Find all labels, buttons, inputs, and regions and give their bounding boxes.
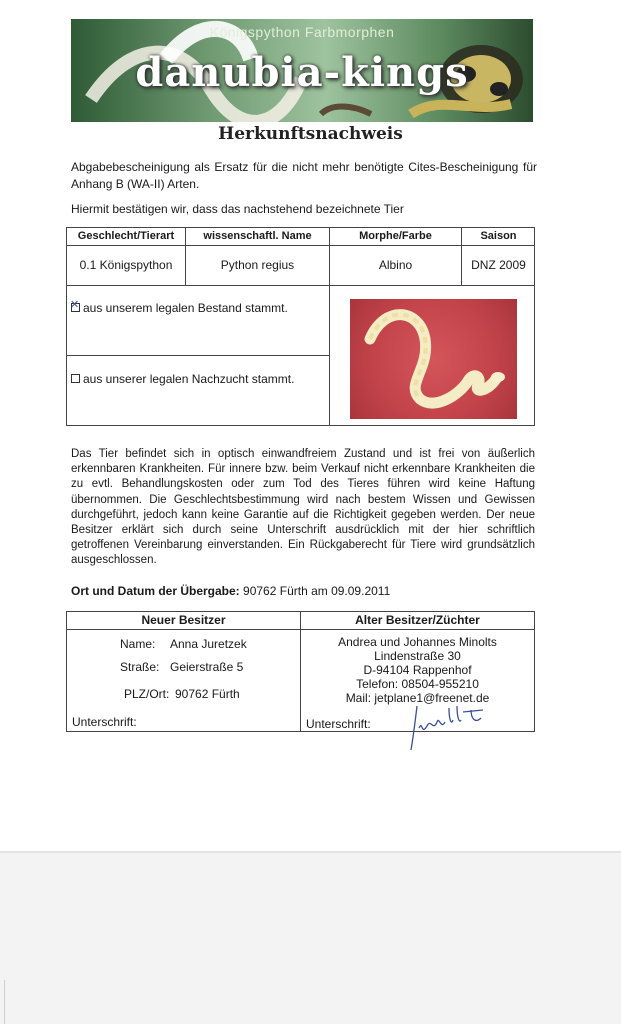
old-owner-name: Andrea und Johannes Minolts bbox=[338, 635, 497, 649]
header-season: Saison bbox=[480, 230, 517, 242]
new-owner-city-label: PLZ/Ort: bbox=[124, 687, 170, 701]
brand-logo: danubia-kings bbox=[135, 49, 469, 96]
old-owner-street: Lindenstraße 30 bbox=[374, 649, 461, 663]
header-morph-color: Morphe/Farbe bbox=[359, 230, 432, 242]
owner-table bbox=[66, 611, 535, 732]
page-title: Herkunftsnachweis bbox=[218, 124, 403, 144]
checkbox-legal-breeding[interactable] bbox=[71, 374, 80, 383]
new-owner-city: 90762 Fürth bbox=[175, 687, 240, 701]
header-sex-species: Geschlecht/Tierart bbox=[77, 230, 175, 242]
value-scientific-name: Python regius bbox=[220, 258, 295, 272]
paper-edge bbox=[0, 851, 621, 853]
divider bbox=[67, 245, 534, 246]
transfer-value: 90762 Fürth am 09.09.2011 bbox=[243, 584, 391, 598]
value-season: DNZ 2009 bbox=[471, 258, 526, 272]
old-owner-header: Alter Besitzer/Züchter bbox=[355, 613, 480, 627]
new-owner-name: Anna Juretzek bbox=[170, 637, 247, 651]
confirmation-text: Hiermit bestätigen wir, dass das nachstehend bezeichnete Tier bbox=[71, 202, 404, 216]
scan-artifact bbox=[4, 980, 5, 1024]
divider bbox=[461, 228, 462, 285]
divider bbox=[67, 355, 329, 356]
option-legal-breeding bbox=[71, 372, 294, 386]
value-morph-color: Albino bbox=[378, 258, 413, 272]
banner-subtitle: Königspython Farbmorphen bbox=[209, 24, 395, 40]
divider bbox=[329, 228, 330, 425]
condition-text: Das Tier befindet sich in optisch einwandfreiem Zustand und ist frei von äußerlich erkennbaren Krankheiten. Für innere bzw. beim Verkauf nicht erkennbare Krankheiten die zu evtl. Behandlungskosten oder zum Tod des Tieres führen wird keine Haftung übernommen. Die Geschlechtsbestimmung wird nach bestem Wissen und Gewissen durchgeführt, jedoch kann keine Garantie auf die Richtigkeit gegeben werden. Der neue Besitzer erklärt sich durch seine Unterschrift ausdrücklich mit der hier schriftlich getroffenen Vereinbarung einverstanden. Ein Rückgaberecht für Tiere wird grundsätzlich ausgeschlossen. bbox=[71, 448, 535, 567]
scan-background bbox=[0, 852, 621, 1024]
value-sex-species: 0.1 Königspython bbox=[79, 258, 173, 272]
old-owner-phone: Telefon: 08504-955210 bbox=[356, 677, 479, 691]
old-owner-mail: Mail: jetplane1@freenet.de bbox=[345, 691, 490, 705]
new-owner-name-label: Name: bbox=[120, 637, 156, 651]
divider bbox=[67, 629, 534, 630]
animal-table bbox=[66, 227, 535, 426]
new-owner-street: Geierstraße 5 bbox=[170, 660, 244, 674]
new-owner-header: Neuer Besitzer bbox=[141, 613, 226, 627]
intro-text: Abgabebescheinigung als Ersatz für die nicht mehr benötigte Cites-Bescheinigung für Anhang B (WA-II) Arten. bbox=[71, 160, 537, 191]
divider bbox=[67, 285, 534, 286]
option-legal-stock bbox=[71, 301, 288, 315]
old-owner-city: D-94104 Rappenhof bbox=[363, 663, 472, 677]
handwritten-signature bbox=[405, 698, 495, 754]
checkbox-legal-stock[interactable] bbox=[71, 303, 80, 312]
new-owner-street-label: Straße: bbox=[120, 660, 160, 674]
transfer-line bbox=[71, 584, 390, 598]
snake-photo bbox=[350, 299, 517, 419]
option-legal-breeding-label: aus unserer legalen Nachzucht stammt. bbox=[83, 372, 295, 386]
new-owner-signature-label: Unterschrift: bbox=[72, 715, 137, 729]
option-legal-stock-label: aus unserem legalen Bestand stammt. bbox=[83, 301, 288, 315]
old-owner-signature-label: Unterschrift: bbox=[306, 717, 371, 731]
header-scientific-name: wissenschaftl. Name bbox=[203, 230, 312, 242]
divider bbox=[185, 228, 186, 285]
transfer-label: Ort und Datum der Übergabe: bbox=[71, 584, 240, 598]
header-banner bbox=[71, 19, 533, 122]
